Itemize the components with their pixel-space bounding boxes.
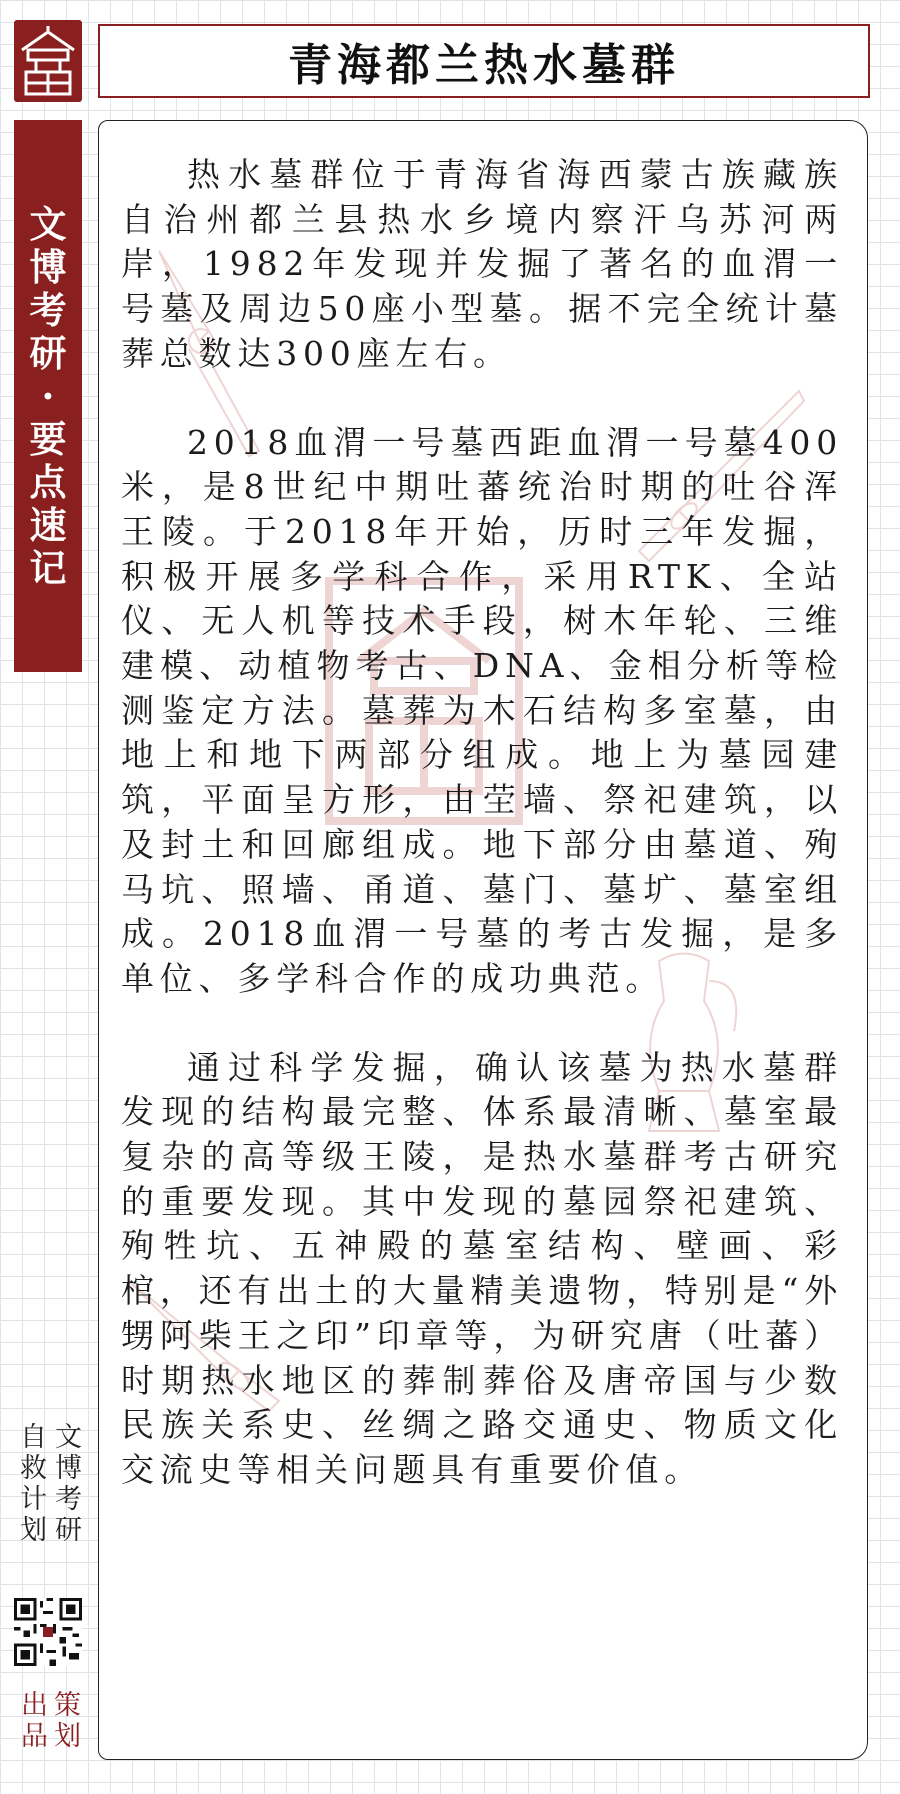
- banner-char: 要: [29, 416, 67, 461]
- publisher-column-right: 策划: [49, 1690, 80, 1752]
- credit-column-right: 文博考研: [50, 1422, 81, 1546]
- publisher-column-left: 出品: [16, 1690, 47, 1752]
- banner-char: 博: [29, 244, 67, 289]
- paragraph-2: 2018血渭一号墓西距血渭一号墓400米，是8世纪中期吐蕃统治时期的吐谷浑王陵。于2018年开始，历时三年发掘，积极开展多学科合作，采用RTK、全站仪、无人机等技术手段，树木年轮、三维建模、动植物考古、DNA、金相分析等检测鉴定方法。墓葬为木石结构多室墓，由地上和地下两部分组成。地上为墓园建筑，平面呈方形，由茔墙、祭祀建筑，以及封土和回廊组成。地下部分由墓道、殉马坑、照墙、甬道、墓门、墓圹、墓室组成。2018血渭一号墓的考古发掘，是多单位、多学科合作的成功典范。: [121, 422, 843, 998]
- page-title: 青海都兰热水墓群: [288, 40, 680, 91]
- article-body: [121, 153, 843, 1537]
- banner-char: 记: [29, 545, 67, 590]
- credit-text: [14, 1422, 82, 1572]
- banner-char: 点: [29, 459, 67, 504]
- side-banner: [14, 120, 82, 672]
- banner-char: 文: [29, 201, 67, 246]
- title-box: [98, 24, 870, 98]
- banner-char: 考: [29, 287, 67, 332]
- credit-column-left: 自救计划: [15, 1422, 46, 1546]
- banner-char: 速: [29, 502, 67, 547]
- publisher-credit: [14, 1690, 82, 1760]
- content-card: [98, 120, 868, 1760]
- banner-char: ·: [41, 373, 55, 418]
- banner-char: 研: [29, 330, 67, 375]
- qr-code-icon[interactable]: [14, 1598, 82, 1666]
- logo-icon: [14, 20, 82, 102]
- paragraph-1: 热水墓群位于青海省海西蒙古族藏族自治州都兰县热水乡境内察汗乌苏河两岸，1982年发现并发掘了著名的血渭一号墓及周边50座小型墓。据不完全统计墓葬总数达300座左右。: [121, 155, 843, 373]
- paragraph-3: 通过科学发掘，确认该墓为热水墓群发现的结构最完整、体系最清晰、墓室最复杂的高等级王陵，是热水墓群考古研究的重要发现。其中发现的墓园祭祀建筑、殉牲坑、五神殿的墓室结构、壁画、彩棺，还有出土的大量精美遗物，特别是“外甥阿柴王之印”印章等，为研究唐（吐蕃）时期热水地区的葬制葬俗及唐帝国与少数民族关系史、丝绸之路交通史、物质文化交流史等相关问题具有重要价值。: [121, 1047, 843, 1489]
